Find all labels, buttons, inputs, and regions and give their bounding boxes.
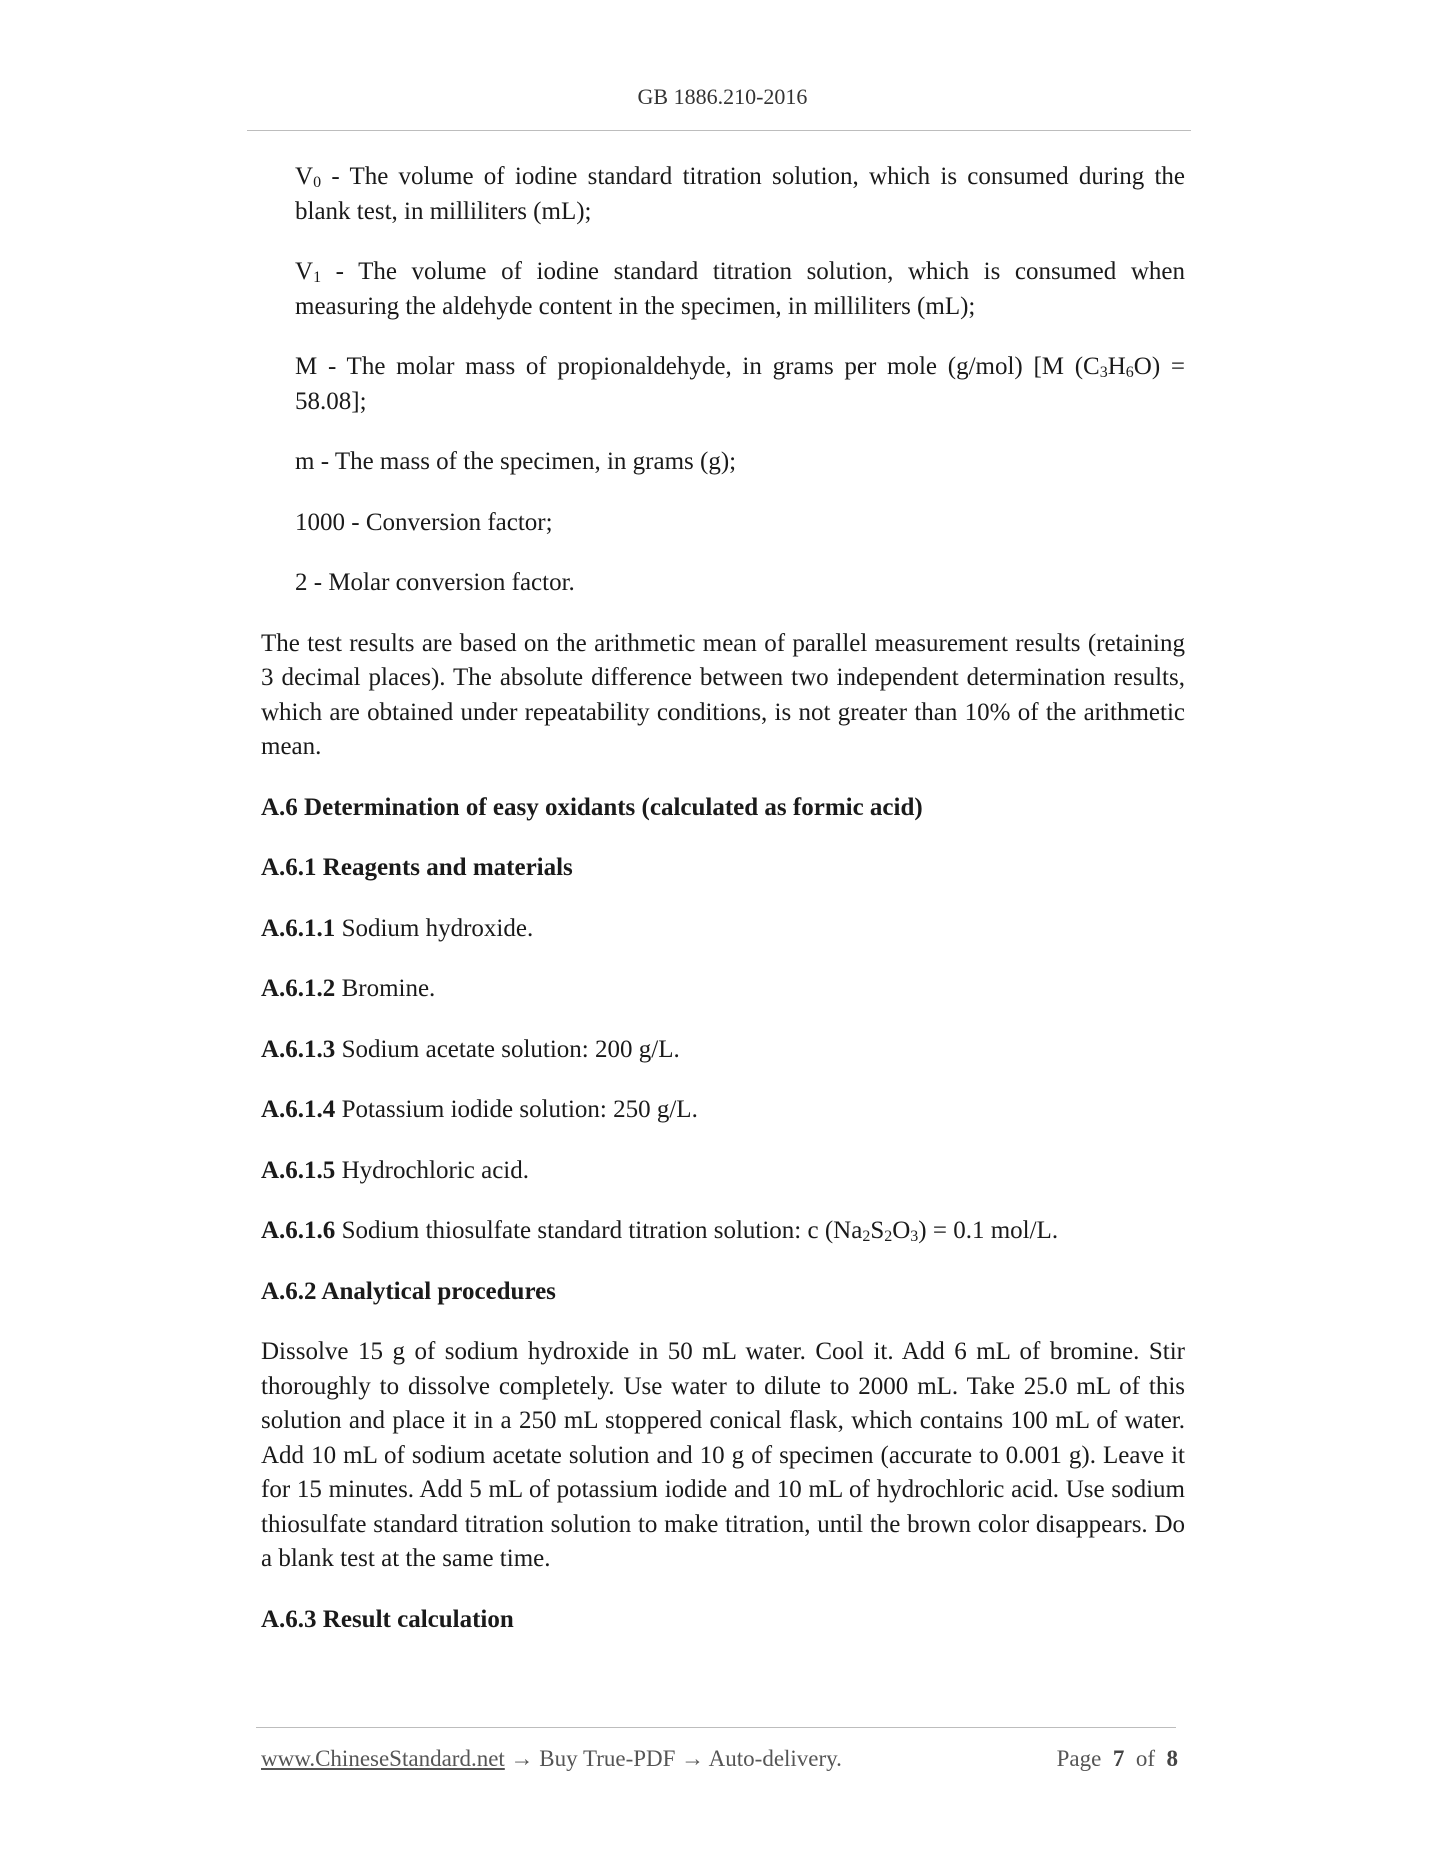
- reagent-item-thiosulfate: A.6.1.6 Sodium thiosulfate standard titration solution: c $(Na_2S_2O_3) = 0.1$ mol/L.: [261, 1217, 1059, 1245]
- definition-mass: m - The mass of the specimen, in grams (g);: [295, 448, 737, 475]
- reagent-item: A.6.1.4 Potassium iodide solution: 250 g/L.: [261, 1096, 698, 1123]
- footer-promo: [261, 1746, 842, 1772]
- footer-divider: [256, 1727, 1176, 1728]
- footer-site-link[interactable]: www.ChineseStandard.net: [261, 1746, 505, 1771]
- page-header-title: GB 1886.210-2016: [637, 84, 808, 109]
- reagent-item: A.6.1.5 Hydrochloric acid.: [261, 1156, 529, 1184]
- section-a6-heading: A.6 Determination of easy oxidants (calculated as formic acid): [261, 793, 923, 821]
- footer-promo-text: → Buy True-PDF → Auto-delivery.: [504, 1746, 842, 1771]
- definition-v1: $V_1$ - The volume of iodine standard titration solution, which is consumed when measuring the aldehyde content in the specimen, in milliliters (mL);: [295, 258, 1185, 320]
- document-body: [261, 160, 1185, 1637]
- section-a62-heading: A.6.2 Analytical procedures: [261, 1277, 556, 1305]
- header-divider: [247, 130, 1191, 131]
- result-paragraph: The test results are based on the arithmetic mean of parallel measurement results (retaining 3 decimal places). The absolute difference between two independent determination results, which are obtained under repeatability conditions, is not greater than 10% of the arithmetic mean.: [261, 629, 1185, 760]
- reagent-item: A.6.1.1 Sodium hydroxide.: [261, 914, 534, 942]
- section-a63-heading: A.6.3 Result calculation: [261, 1605, 514, 1633]
- page-number: Page 7 of 8: [1056, 1746, 1178, 1771]
- definition-conversion-factor: 1000 - Conversion factor;: [295, 508, 553, 536]
- definition-v0: $V_0$ - The volume of iodine standard titration solution, which is consumed during the blank test, in milliliters (mL);: [295, 163, 1185, 225]
- reagent-item: A.6.1.2 Bromine.: [261, 975, 436, 1002]
- definition-molar-conversion: 2 - Molar conversion factor.: [295, 569, 575, 596]
- section-a61-heading: A.6.1 Reagents and materials: [261, 854, 573, 881]
- procedure-paragraph: Dissolve 15 g of sodium hydroxide in 50 mL water. Cool it. Add 6 mL of bromine. Stir thoroughly to dissolve completely. Use water to dilute to 2000 mL. Take 25.0 mL of this solution and place it in a 250 mL stoppered conical flask, which contains 100 mL of water. Add 10 mL of sodium acetate solution and 10 g of specimen (accurate to 0.001 g). Leave it for 15 minutes. Add 5 mL of potassium iodide and 10 mL of hydrochloric acid. Use sodium thiosulfate standard titration solution to make titration, until the brown color disappears. Do a blank test at the same time.: [261, 1338, 1185, 1572]
- definition-molar-mass: M - The molar mass of propionaldehyde, in grams per mole (g/mol) [M $(C_3H_6O) = 58.08$];: [295, 353, 1185, 415]
- reagent-item: A.6.1.3 Sodium acetate solution: 200 g/L.: [261, 1035, 680, 1063]
